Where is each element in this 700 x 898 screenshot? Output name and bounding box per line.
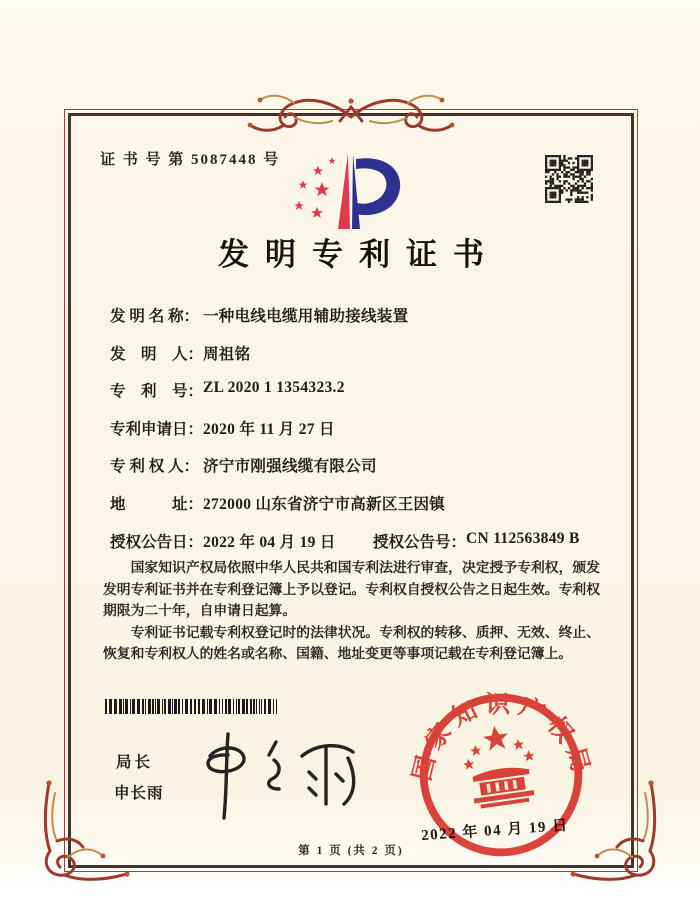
page-footer: 第 1 页 (共 2 页) xyxy=(298,845,404,857)
field-row-filing-date xyxy=(110,417,596,455)
field-row-patentee xyxy=(110,454,596,492)
field-value: ZL 2020 1 1354323.2 xyxy=(203,379,345,397)
field-value: 周祖铭 xyxy=(203,345,251,363)
field-value: CN 112563849 B xyxy=(466,529,580,547)
seal-date: 2022 年 04 月 19 日 xyxy=(420,817,570,845)
cnipa-logo-icon xyxy=(288,149,418,235)
field-label: 发 明 人： xyxy=(110,345,204,363)
field-value: 济宁市刚强线缆有限公司 xyxy=(203,458,377,476)
field-value: 一种电线电缆用辅助接线装置 xyxy=(203,308,409,325)
field-row-patent-number xyxy=(110,379,596,417)
field-row-inventor xyxy=(110,342,596,380)
field-label: 授权公告日： xyxy=(110,533,204,551)
field-label: 地 址： xyxy=(110,495,204,513)
barcode-icon xyxy=(105,699,285,714)
certificate-title: 发明专利证书 xyxy=(218,237,500,272)
field-value: 2022 年 04 月 19 日 xyxy=(203,533,336,551)
signer-title: 局长 xyxy=(116,754,154,771)
bottom-fade xyxy=(0,880,700,898)
field-label: 专 利 权 人： xyxy=(110,458,200,476)
field-row-invention-name xyxy=(110,304,596,342)
seal-text: 国家知识产权局 xyxy=(408,691,596,784)
field-label: 发 明 名 称： xyxy=(110,308,200,325)
field-label: 授权公告号： xyxy=(373,533,467,551)
field-label: 专利申请日： xyxy=(110,420,204,438)
qr-code-icon xyxy=(545,155,593,203)
certificate-number: 证 书 号 第 5087448 号 xyxy=(100,152,281,168)
fields-section xyxy=(110,304,596,567)
legal-text xyxy=(103,557,600,665)
legal-paragraph-2: 专利证书记载专利权登记时的法律状况。专利权的转移、质押、无效、终止、恢复和专利权人的姓名或名称、国籍、地址变更等事项记载在专利登记簿上。 xyxy=(103,624,600,662)
ornament-top-icon xyxy=(240,87,462,139)
field-row-address xyxy=(110,492,596,530)
signature-icon xyxy=(190,728,375,826)
field-label: 专 利 号： xyxy=(110,383,204,401)
field-value: 2020 年 11 月 27 日 xyxy=(203,420,335,438)
legal-paragraph-1: 国家知识产权局依照中华人民共和国专利法进行审查，决定授予专利权，颁发发明专利证书并在专利登记簿上予以登记。专利权自授权公告之日起生效。专利权期限为二十年，自申请日起算。 xyxy=(103,560,600,619)
signer-name: 申长雨 xyxy=(114,785,164,802)
field-value: 272000 山东省济宁市高新区王因镇 xyxy=(203,495,446,513)
